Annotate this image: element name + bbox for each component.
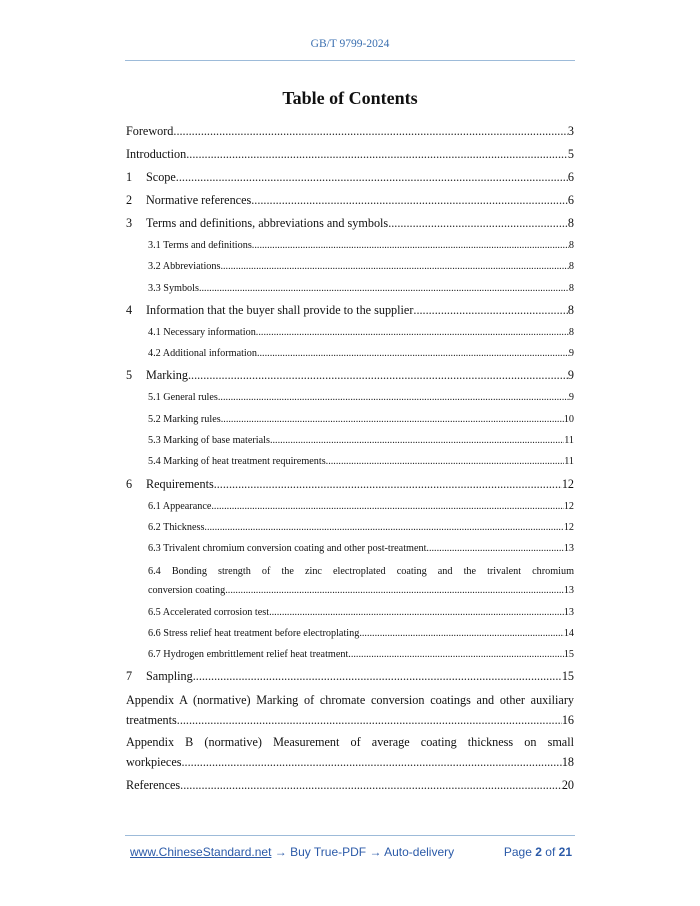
toc-entry-requirements[interactable] [126,473,574,496]
toc-page-number: 16 [561,713,574,728]
toc-label: 6.5 Accelerated corrosion test [148,606,270,618]
toc-label: Terms and definitions, abbreviations and symbols [146,216,389,230]
toc-entry-5-4[interactable] [126,451,574,472]
leader-dots [186,143,568,166]
toc-label: Foreword [126,124,174,138]
toc-entry-marking[interactable] [126,364,574,387]
toc-entry-normative-references[interactable] [126,189,574,212]
page-of: of [545,845,556,859]
leader-dots [182,752,562,772]
toc-label: Information that the buyer shall provide to the supplier [146,302,414,317]
toc-entry-3-3[interactable] [126,278,574,299]
toc-entry-6-7[interactable] [126,644,574,665]
toc-page-number: 14 [563,627,574,639]
toc-page-number: 18 [561,755,574,770]
toc-page-number: 11 [564,435,574,447]
leader-dots [204,517,563,538]
toc-entry-6-4[interactable] [126,562,574,601]
toc-page-number: 12 [563,500,574,512]
toc-page-number: 5 [567,147,574,161]
toc-entry-6-1[interactable] [126,496,574,517]
toc-label: 6.3 Trivalent chromium conversion coating and other post-treatment [148,543,427,555]
toc-page-number: 9 [567,368,574,383]
toc-entry-appendix-b-continued [126,752,574,772]
toc-entry-appendix-b[interactable] [126,733,574,772]
leader-dots [214,473,562,496]
toc-label: conversion coating [148,584,226,596]
toc-entry-6-2[interactable] [126,517,574,538]
toc-label: 5.2 Marking rules [148,413,221,425]
toc-page-number: 12 [561,476,574,491]
document-code: GB/T 9799-2024 [310,38,390,50]
toc-label: 5.1 General rules [148,392,218,404]
leader-dots [173,120,568,143]
toc-label: 3.2 Abbreviations [148,261,221,273]
toc-page-number: 20 [561,778,574,793]
leader-dots [218,387,569,408]
toc-entry-6-6[interactable] [126,623,574,644]
toc-page-number: 13 [563,543,574,555]
toc-page-number: 6 [567,170,574,184]
toc-section-number: 5 [126,368,133,383]
leader-dots [251,189,568,212]
toc-label: 4.1 Necessary information [148,326,256,338]
toc-page-number: 8 [568,282,574,294]
toc-label: References [126,778,181,793]
leader-dots [220,256,568,277]
toc-section-number: 4 [126,302,133,317]
toc-entry-appendix-a[interactable] [126,691,574,730]
toc-page-number: 9 [568,348,574,360]
toc-label: workpieces [126,755,182,770]
toc-label-line: 6.4 Bonding strength of the zinc electroplated coating and the trivalent chromium [148,565,574,577]
toc-entry-buyer-information[interactable] [126,299,574,322]
toc-label: 5.3 Marking of base materials [148,435,270,447]
leader-dots [188,364,568,387]
leader-dots [176,166,568,189]
toc-label: 6.6 Stress relief heat treatment before electroplating [148,627,360,639]
toc-page-number: 6 [567,193,574,207]
toc-entry-references[interactable] [126,774,574,797]
toc-page-number: 10 [563,413,574,425]
toc-label-line: Appendix A (normative) Marking of chromate conversion coatings and other auxiliary [126,693,574,708]
leader-dots [225,581,564,601]
leader-dots [211,496,563,517]
page-indicator [504,845,572,859]
toc-page-number: 8 [568,261,574,273]
toc-label: Sampling [146,669,193,684]
toc-entry-6-3[interactable] [126,538,574,559]
toc-label: 6.1 Appearance [148,500,212,512]
current-page: 2 [535,845,542,859]
toc-entry-6-4-continued [148,581,574,601]
leader-dots [180,774,562,797]
toc-entry-5-2[interactable] [126,409,574,430]
toc-entry-4-1[interactable] [126,322,574,343]
footer-tagline: → Buy True-PDF → Auto-delivery [271,845,455,859]
toc-entry-sampling[interactable] [126,665,574,688]
toc-section-number: 7 [126,669,133,684]
toc-entry-terms[interactable] [126,212,574,235]
toc-entry-5-1[interactable] [126,387,574,408]
leader-dots [388,212,568,235]
header-divider [125,60,575,61]
leader-dots [326,451,565,472]
toc-page-number: 12 [563,521,574,533]
leader-dots [256,322,569,343]
toc-entry-5-3[interactable] [126,430,574,451]
toc-label: Introduction [126,147,187,161]
toc-entry-introduction[interactable] [126,143,574,166]
toc-entry-foreword[interactable] [126,120,574,143]
toc-entry-4-2[interactable] [126,343,574,364]
toc-page-number: 3 [567,124,574,138]
page-word: Page [503,845,532,859]
leader-dots [177,710,562,730]
toc-page-number: 8 [568,326,574,338]
toc-page-number: 8 [568,240,574,251]
leader-dots [221,409,564,430]
toc-label: Marking [146,368,188,383]
toc-page-number: 13 [563,606,574,618]
toc-page-number: 8 [567,216,574,230]
toc-label: Requirements [146,476,214,491]
toc-section-number: 2 [126,193,133,207]
leader-dots [193,665,562,688]
toc-label: 4.2 Additional information [148,348,257,360]
leader-dots [359,623,564,644]
toc-page-number: 13 [563,584,574,596]
toc-label: Normative references [146,193,252,207]
toc-entry-scope[interactable] [126,166,574,189]
leader-dots [413,299,568,322]
toc-label: 6.7 Hydrogen embrittlement relief heat treatment [148,649,349,661]
toc-label: Scope [146,170,176,184]
toc-label: 5.4 Marking of heat treatment requirements [148,456,326,468]
toc-entry-3-1[interactable] [126,235,574,256]
toc-section-number: 1 [126,170,133,184]
toc-label: 6.2 Thickness [148,521,205,533]
leader-dots [199,278,569,299]
toc-entry-3-2[interactable] [126,256,574,277]
toc-page-number: 8 [567,302,574,317]
toc-label: 3.1 Terms and definitions [148,240,252,251]
toc-label-line: Appendix B (normative) Measurement of average coating thickness on small [126,735,574,750]
toc-section-number: 3 [126,216,133,230]
site-link[interactable]: www.ChineseStandard.net [130,845,272,859]
leader-dots [269,602,564,623]
footer-divider [125,835,575,836]
toc-page-number: 9 [568,392,574,404]
footer-promo [130,845,454,859]
page-title: Table of Contents [282,88,418,108]
toc-entry-6-5[interactable] [126,602,574,623]
leader-dots [426,538,563,559]
toc-page-number: 15 [563,649,574,661]
leader-dots [270,430,564,451]
leader-dots [348,644,564,665]
toc-label: treatments [126,713,177,728]
toc-label: 3.3 Symbols [148,282,199,294]
toc-entry-appendix-a-continued [126,710,574,730]
toc-page-number: 11 [564,456,574,468]
table-of-contents [126,120,574,797]
leader-dots [252,235,569,256]
total-pages: 21 [558,845,572,859]
toc-section-number: 6 [126,476,133,491]
leader-dots [257,343,569,364]
toc-page-number: 15 [561,669,574,684]
